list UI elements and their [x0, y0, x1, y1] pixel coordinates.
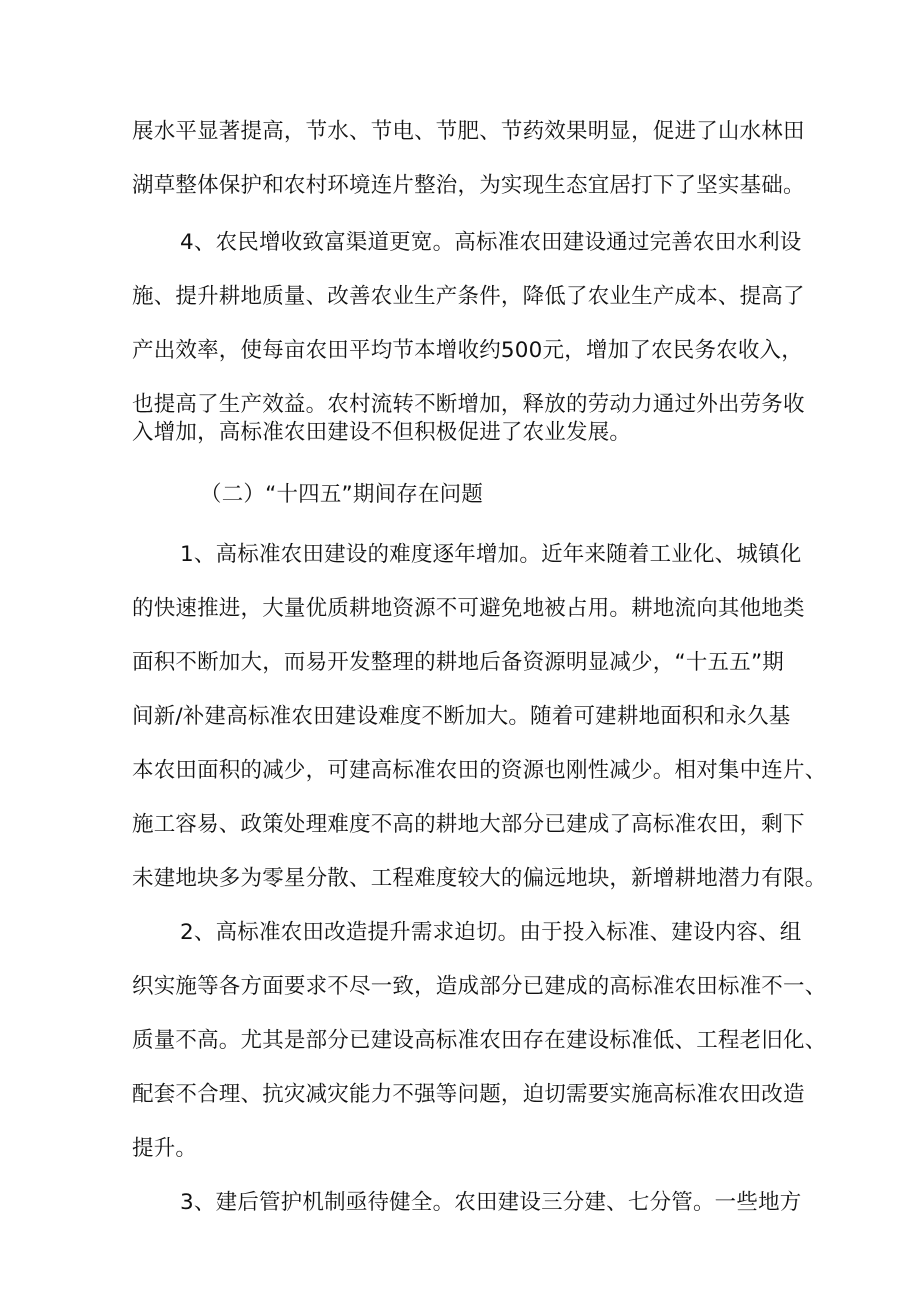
paragraph-start-line: 1、高标准农田建设的难度逐年增加。近年来随着工业化、城镇化	[180, 542, 802, 567]
text-line: 也提高了生产效益。农村流转不断增加，释放的劳动力通过外出劳务收	[132, 392, 805, 417]
text-line: 间新/补建高标准农田建设难度不断加大。随着可建耕地面积和永久基	[132, 704, 791, 729]
text-line: 织实施等各方面要求不尽一致，造成部分已建成的高标准农田标准不一、	[132, 974, 827, 999]
text-line: 施工容易、政策处理难度不高的耕地大部分已建成了高标准农田，剩下	[132, 812, 805, 837]
text-line: 的快速推进，大量优质耕地资源不可避免地被占用。耕地流向其他地类	[132, 596, 805, 621]
text-line: 湖草整体保护和农村环境连片整治，为实现生态宜居打下了坚实基础。	[132, 173, 805, 198]
text-line: 提升。	[132, 1136, 198, 1161]
paragraph-start-line: 2、高标准农田改造提升需求迫切。由于投入标准、建设内容、组	[180, 920, 802, 945]
text-line: 面积不断加大，而易开发整理的耕地后备资源明显减少，“十五五”期	[132, 650, 784, 675]
paragraph-start-line: 3、建后管护机制亟待健全。农田建设三分建、七分管。一些地方	[180, 1190, 802, 1215]
text-line: 展水平显著提高，节水、节电、节肥、节药效果明显，促进了山水林田	[132, 119, 805, 144]
text-line: 入增加，高标准农田建设不但积极促进了农业发展。	[132, 420, 632, 445]
text-line: 未建地块多为零星分散、工程难度较大的偏远地块，新增耕地潜力有限。	[132, 866, 827, 891]
section-heading: （二）“十四五”期间存在问题	[200, 482, 484, 507]
text-line: 本农田面积的减少，可建高标准农田的资源也刚性减少。相对集中连片、	[132, 758, 827, 783]
text-line: 产出效率，使每亩农田平均节本增收约500元，增加了农民务农收入，	[132, 338, 803, 363]
text-line: 配套不合理、抗灾减灾能力不强等问题，迫切需要实施高标准农田改造	[132, 1082, 805, 1107]
text-line: 施、提升耕地质量、改善农业生产条件，降低了农业生产成本、提高了	[132, 284, 805, 309]
paragraph-start-line: 4、农民增收致富渠道更宽。高标准农田建设通过完善农田水利设	[180, 230, 802, 255]
text-line: 质量不高。尤其是部分已建设高标准农田存在建设标准低、工程老旧化、	[132, 1028, 827, 1053]
